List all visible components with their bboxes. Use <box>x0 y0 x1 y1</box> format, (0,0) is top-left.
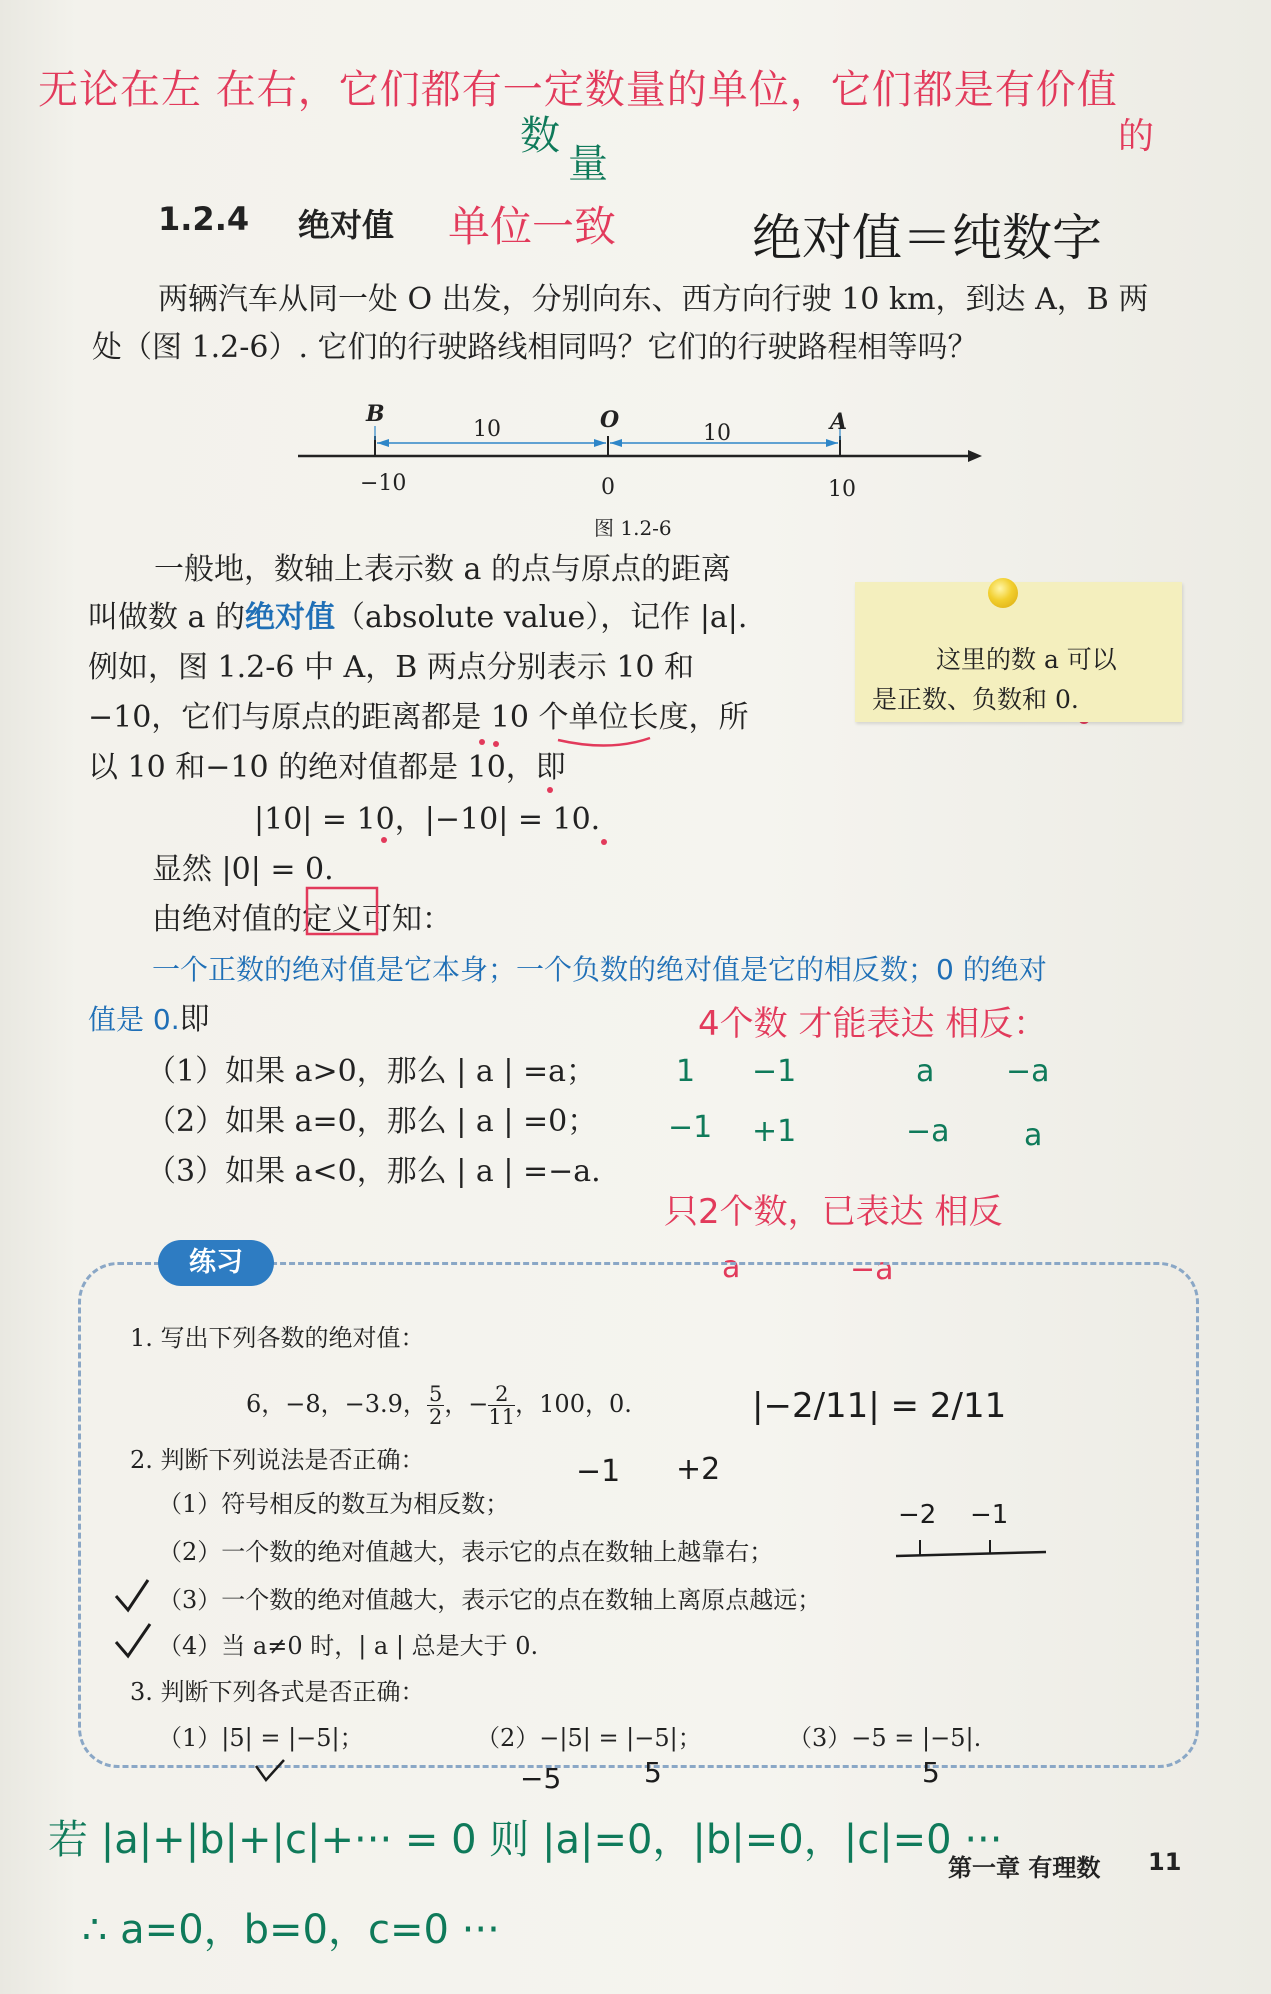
figure-label-o: O <box>600 407 620 433</box>
figure-tick-10: 10 <box>828 477 856 502</box>
rule-line-1: 一个正数的绝对值是它本身；一个负数的绝对值是它的相反数；0 的绝对 <box>152 953 1047 986</box>
figure-distance-left: 10 <box>473 417 501 442</box>
figure-distance-right: 10 <box>703 421 731 446</box>
term-absolute-value: 绝对值 <box>244 600 335 635</box>
footer-chapter: 第一章 有理数 <box>948 1854 1101 1882</box>
fraction-two-elevenths: $\frac{2}{11}$ <box>488 1382 516 1429</box>
figure-label-a: A <box>830 409 848 435</box>
annotation-ex3-b: 5 <box>644 1756 662 1789</box>
rule-line-2: 值是 0.即 <box>88 1002 210 1037</box>
annotation-ex1: |−2/11| = 2/11 <box>752 1386 1007 1426</box>
practice-q2-2: （2）一个数的绝对值越大，表示它的点在数轴上越靠右； <box>158 1538 774 1566</box>
annotation-right-note-2: 只2个数，已表达 相反 <box>664 1192 1003 1232</box>
case-2: （2）如果 a=0，那么 | a | =0； <box>146 1104 598 1139</box>
annotation-row1-c: a <box>916 1054 935 1089</box>
margin-note-line-1: 这里的数 a 可以 <box>936 645 1117 674</box>
annotation-bottom-line-1: 若 |a|+|b|+|c|+··· = 0 则 |a|=0，|b|=0，|c|=0 ··· <box>48 1817 1003 1863</box>
practice-q1-numbers: 6，−8，−3.9， $\frac{5}{2}$ ，− $\frac{2}{11}$ ，100，0. <box>246 1382 632 1429</box>
practice-q3-2: （2）−|5| = |−5|； <box>476 1724 702 1752</box>
annotation-title-note: 单位一致 <box>448 202 617 251</box>
intro-line-1: 两辆汽车从同一处 O 出发，分别向东、西方向行驶 10 km，到达 A，B 两 <box>158 282 1149 317</box>
annotation-top-line: 无论在左 在右，它们都有一定数量的单位，它们都是有价值 <box>38 67 1118 113</box>
practice-q1: 1. 写出下列各数的绝对值： <box>130 1324 425 1352</box>
section-title: 绝对值 <box>298 206 395 244</box>
body-p2: 叫做数 a 的绝对值（absolute value），记作 |a|. <box>88 600 748 635</box>
practice-q2-1: （1）符号相反的数互为相反数； <box>158 1490 510 1518</box>
practice-q2-4: （4）当 a≠0 时，| a | 总是大于 0. <box>158 1632 539 1660</box>
annotation-row1-d: −a <box>1006 1054 1050 1089</box>
annotation-row3-a: a <box>722 1250 741 1285</box>
annotation-axis-a: −2 <box>898 1500 937 1530</box>
annotation-above-title-1: 数 <box>520 113 560 159</box>
practice-q2-3: （3）一个数的绝对值越大，表示它的点在数轴上离原点越远； <box>158 1586 822 1614</box>
body-equation: |10| = 10，|−10| = 10. <box>254 802 601 837</box>
annotation-right-note-1: 4个数 才能表达 相反： <box>698 1004 1048 1044</box>
figure-tick-neg10: −10 <box>360 471 407 496</box>
annotation-row3-b: −a <box>850 1252 894 1287</box>
case-3: （3）如果 a<0，那么 | a | =−a. <box>146 1154 601 1189</box>
body-p5: 以 10 和−10 的绝对值都是 10，即 <box>88 750 566 785</box>
page-number: 11 <box>1148 1848 1182 1876</box>
practice-tag: 练习 <box>158 1240 274 1286</box>
body-p3: 例如，图 1.2-6 中 A，B 两点分别表示 10 和 <box>88 650 695 685</box>
annotation-ex2-a: −1 <box>576 1454 621 1489</box>
margin-note-line-2: 是正数、负数和 0. <box>872 685 1079 714</box>
annotation-ex3-a: −5 <box>520 1762 562 1795</box>
body-p4: −10，它们与原点的距离都是 10 个单位长度，所 <box>88 700 749 735</box>
section-number: 1.2.4 <box>158 200 250 238</box>
annotation-row2-c: −a <box>906 1114 950 1149</box>
annotation-ex2-b: +2 <box>676 1452 721 1487</box>
practice-q3: 3. 判断下列各式是否正确： <box>130 1678 425 1706</box>
intro-line-2: 处（图 1.2-6）. 它们的行驶路线相同吗？它们的行驶路程相等吗？ <box>92 330 978 365</box>
annotation-ex3-c: 5 <box>922 1756 940 1789</box>
figure-label-b: B <box>366 401 385 427</box>
practice-q3-3: （3）−5 = |−5|. <box>788 1724 982 1752</box>
annotation-axis-b: −1 <box>970 1500 1009 1530</box>
body-p1: 一般地，数轴上表示数 a 的点与原点的距离 <box>154 552 731 587</box>
fraction-five-halves: $\frac{5}{2}$ <box>428 1382 443 1429</box>
annotation-row1-b: −1 <box>752 1054 797 1089</box>
annotation-row2-a: −1 <box>668 1110 713 1145</box>
body-p6: 显然 |0| = 0. <box>152 852 334 887</box>
figure-caption: 图 1.2-6 <box>594 516 672 540</box>
annotation-row2-d: a <box>1024 1118 1043 1153</box>
annotation-title-note-2: 绝对值＝纯数字 <box>752 209 1102 267</box>
annotation-above-title-2: 量 <box>568 141 608 187</box>
figure-tick-0: 0 <box>601 475 615 500</box>
practice-q3-1: （1）|5| = |−5|； <box>158 1724 364 1752</box>
annotation-top-line-end: 的 <box>1118 116 1155 157</box>
practice-q2: 2. 判断下列说法是否正确： <box>130 1446 425 1474</box>
annotation-bottom-line-2: ∴ a=0，b=0，c=0 ··· <box>82 1907 500 1953</box>
case-1: （1）如果 a>0，那么 | a | =a； <box>146 1054 596 1089</box>
body-p7: 由绝对值的定义可知： <box>152 902 452 937</box>
annotation-row1-a: 1 <box>676 1054 696 1089</box>
annotation-row2-b: +1 <box>752 1114 797 1149</box>
